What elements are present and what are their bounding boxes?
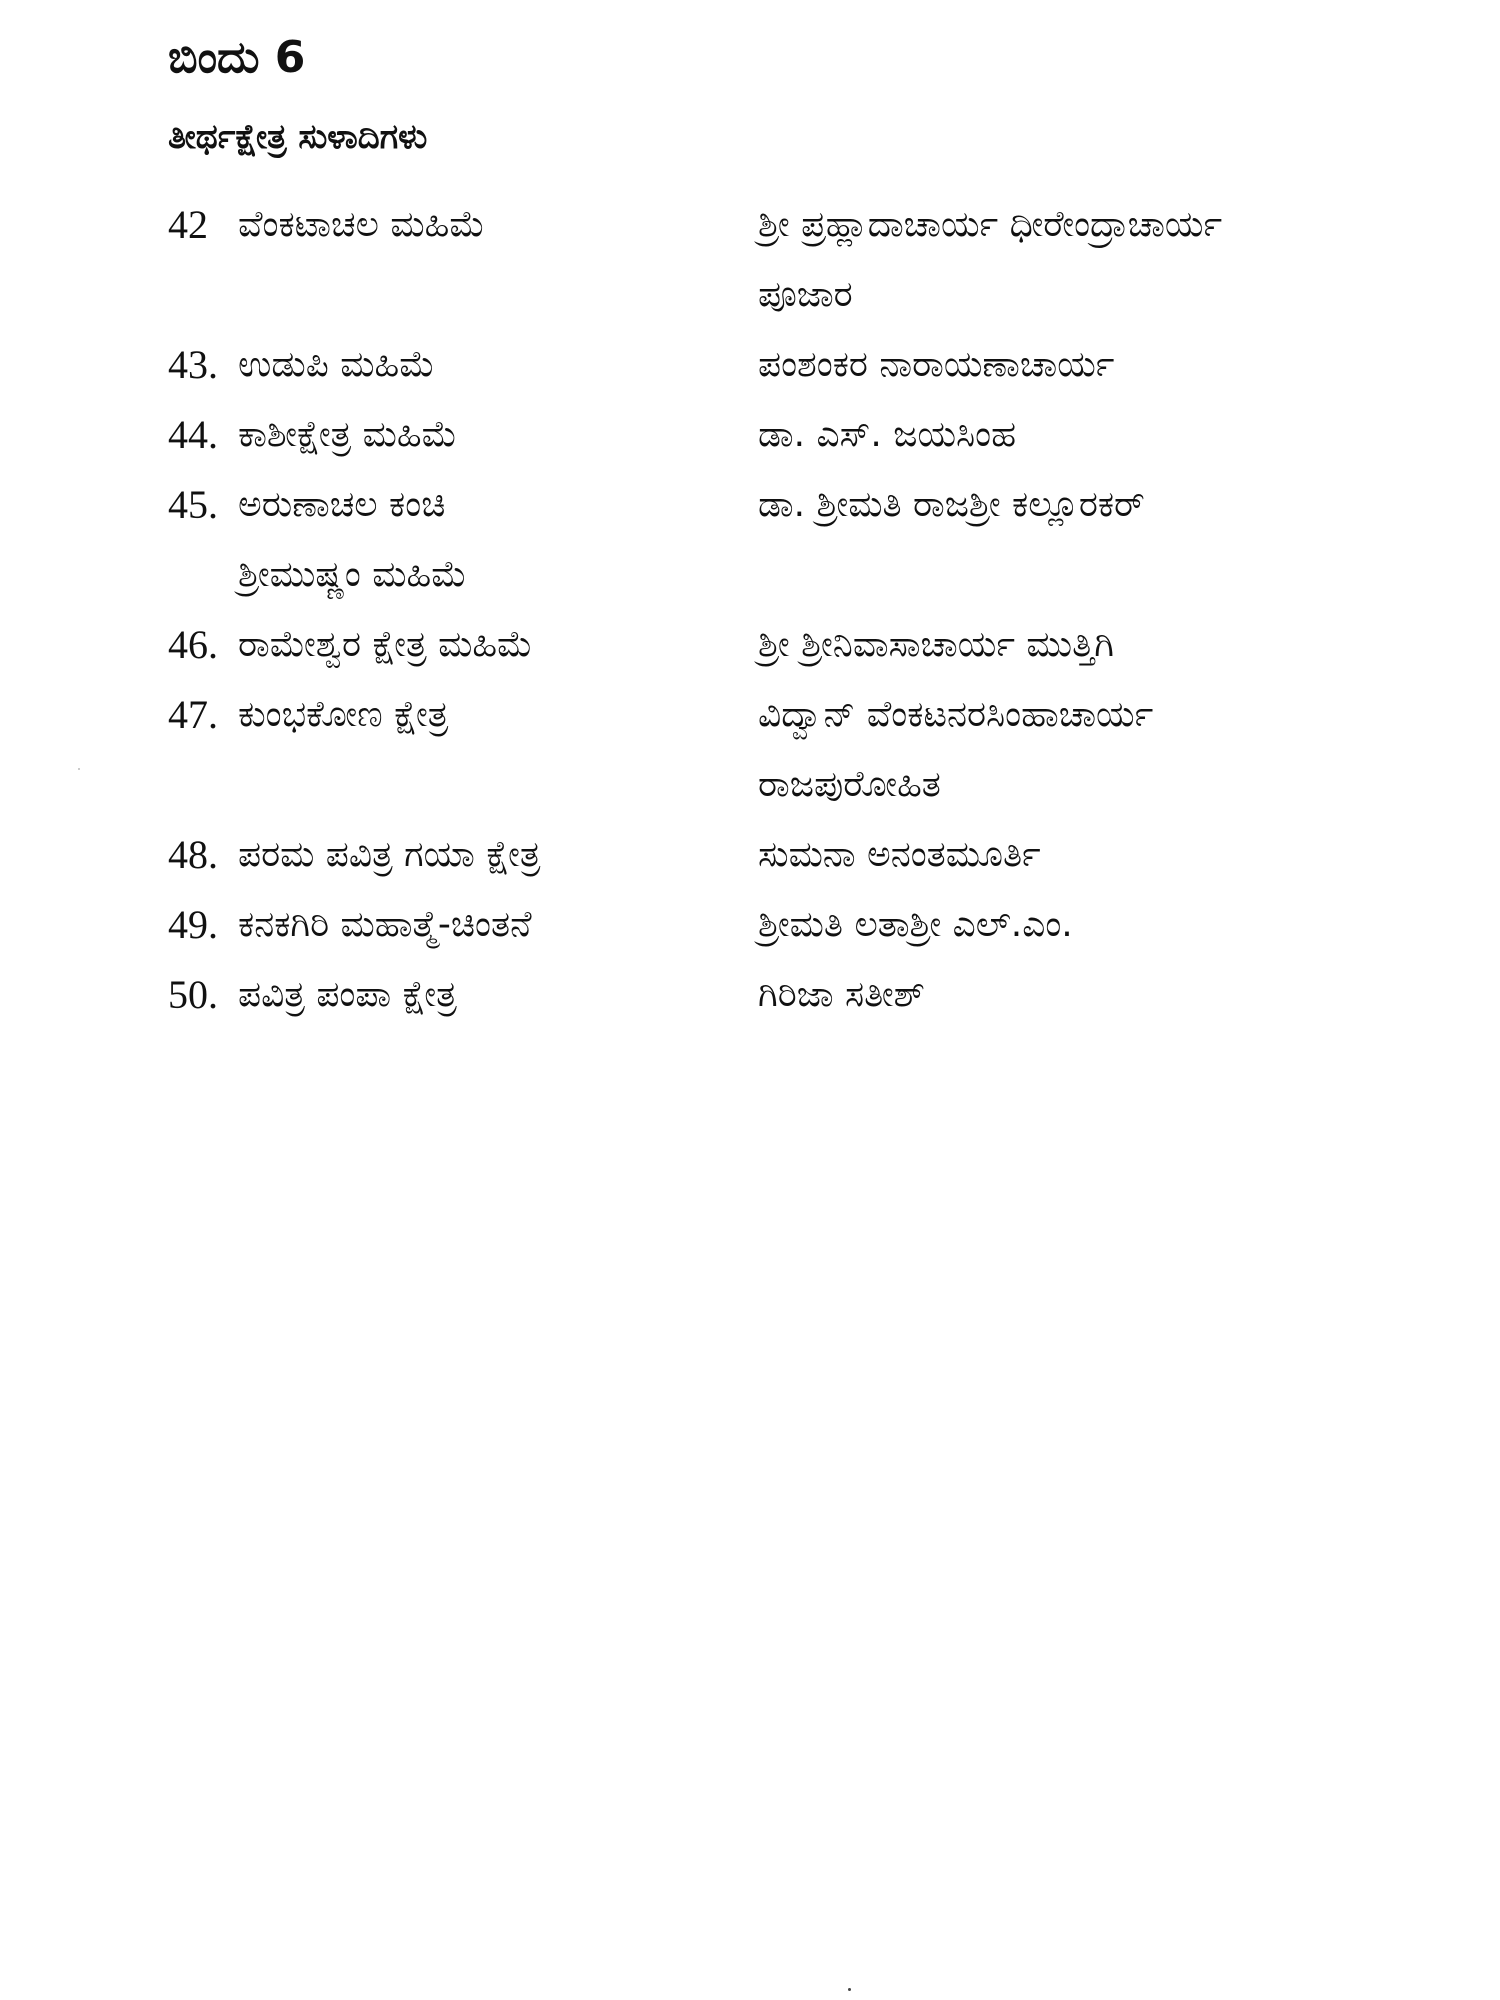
- entry-number: 47.: [168, 692, 218, 737]
- entry-title: ಅರುಣಾಚಲ ಕಂಚಿ ಶ್ರೀಮುಷ್ಣಂ ಮಹಿಮೆ: [238, 484, 467, 595]
- list-item: [168, 400, 1428, 470]
- list-item: [168, 610, 1428, 680]
- entry-title: ರಾಮೇಶ್ವರ ಕ್ಷೇತ್ರ ಮಹಿಮೆ: [238, 624, 533, 665]
- entry-number: 48.: [168, 832, 218, 877]
- entry-author: ಗಿರಿಜಾ ಸತೀಶ್: [758, 974, 925, 1015]
- entry-number: 50.: [168, 972, 218, 1017]
- entry-number: 43.: [168, 342, 218, 387]
- list-item: [168, 960, 1428, 1030]
- entry-title: ವೆಂಕಟಾಚಲ ಮಹಿಮೆ: [238, 204, 485, 245]
- list-item: [168, 890, 1428, 960]
- entry-author: ಪಂಶಂಕರ ನಾರಾಯಣಾಚಾರ್ಯ: [758, 344, 1115, 385]
- entry-title: ಪರಮ ಪವಿತ್ರ ಗಯಾ ಕ್ಷೇತ್ರ: [238, 834, 541, 875]
- list-item: [168, 190, 1428, 330]
- contents-list: [168, 190, 1428, 1030]
- list-item: [168, 820, 1428, 890]
- entry-author: ಶ್ರೀಮತಿ ಲತಾಶ್ರೀ ಎಲ್.ಎಂ.: [758, 904, 1073, 945]
- entry-number: 45.: [168, 482, 218, 527]
- scan-speck: [78, 768, 80, 770]
- list-item: [168, 330, 1428, 400]
- scan-speck: [848, 1988, 851, 1991]
- entry-author: ಶ್ರೀ ಶ್ರೀನಿವಾಸಾಚಾರ್ಯ ಮುತ್ತಿಗಿ: [758, 624, 1114, 665]
- entry-number: 46.: [168, 622, 218, 667]
- entry-author: ವಿದ್ವಾನ್ ವೆಂಕಟನರಸಿಂಹಾಚಾರ್ಯ ರಾಜಪುರೋಹಿತ: [758, 694, 1154, 805]
- entry-number: 49.: [168, 902, 218, 947]
- section-subheading: ತೀರ್ಥಕ್ಷೇತ್ರ ಸುಳಾದಿಗಳು: [168, 117, 428, 157]
- section-heading: ಬಿಂದು 6: [168, 32, 306, 83]
- entry-title: ಉಡುಪಿ ಮಹಿಮೆ: [238, 344, 435, 385]
- entry-title: ಕನಕಗಿರಿ ಮಹಾತ್ಮೆ-ಚಿಂತನೆ: [238, 904, 532, 945]
- entry-title: ಕಾಶೀಕ್ಷೇತ್ರ ಮಹಿಮೆ: [238, 414, 458, 455]
- entry-number: 42: [168, 202, 208, 247]
- entry-title: ಕುಂಭಕೋಣ ಕ್ಷೇತ್ರ: [238, 694, 449, 735]
- entry-author: ಡಾ. ಎಸ್. ಜಯಸಿಂಹ: [758, 414, 1017, 455]
- entry-author: ಡಾ. ಶ್ರೀಮತಿ ರಾಜಶ್ರೀ ಕಲ್ಲೂರಕರ್: [758, 484, 1145, 525]
- list-item: [168, 470, 1428, 610]
- entry-author: ಶ್ರೀ ಪ್ರಹ್ಲಾದಾಚಾರ್ಯ ಧೀರೇಂದ್ರಾಚಾರ್ಯ ಪೂಜಾರ: [758, 204, 1223, 315]
- entry-number: 44.: [168, 412, 218, 457]
- list-item: [168, 680, 1428, 820]
- entry-title: ಪವಿತ್ರ ಪಂಪಾ ಕ್ಷೇತ್ರ: [238, 974, 457, 1015]
- entry-author: ಸುಮನಾ ಅನಂತಮೂರ್ತಿ: [758, 834, 1041, 875]
